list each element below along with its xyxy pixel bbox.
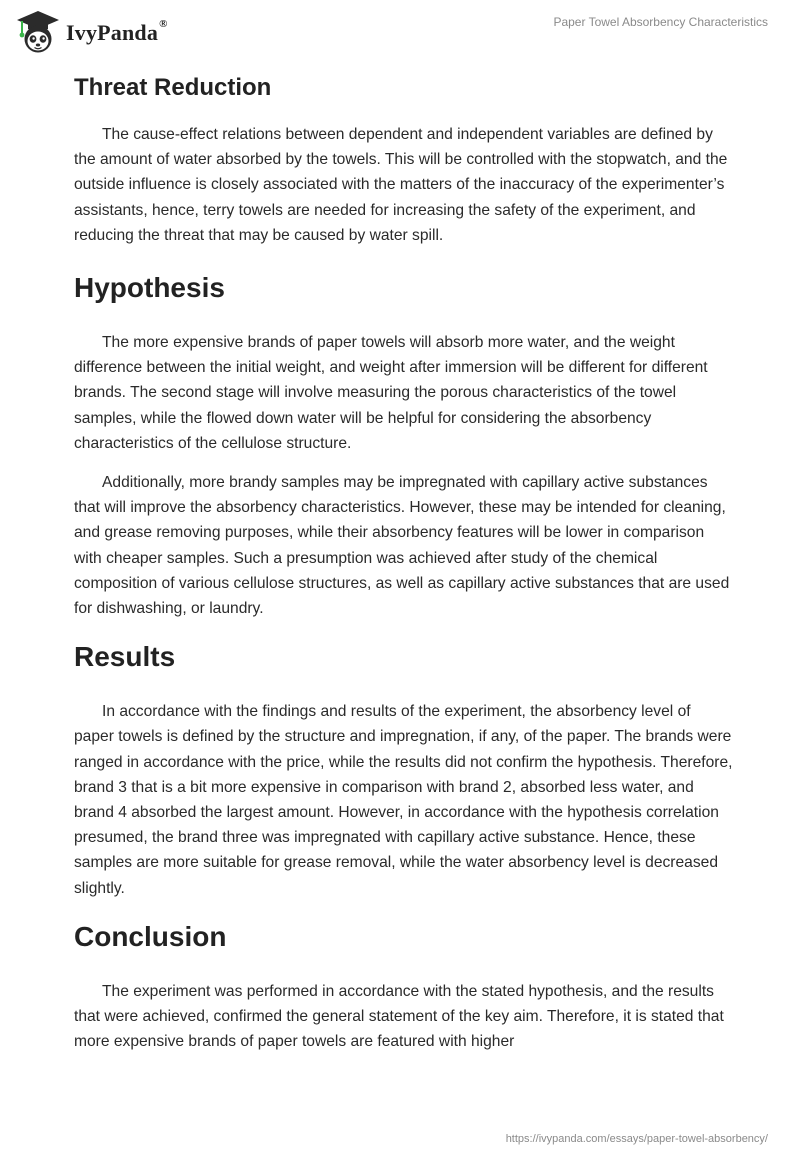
paragraph-hypothesis-2: Additionally, more brandy samples may be impregnated with capillary active substances that will improve the absorbency characteristics. However, these may be intended for cleaning, and grease removing purposes, while their absorbency features will be lower in comparison with cheaper samples. Such a presumption was achieved after study of the chemical composition of various cellulose structures, as well as capillary active substances that are used for dishwashing, or laundry.	[74, 474, 730, 618]
brand-name: IvyPanda®	[66, 18, 168, 45]
heading-results: Results	[74, 641, 176, 673]
page-header	[0, 0, 800, 70]
document-title: Paper Towel Absorbency Characteristics	[553, 15, 768, 29]
source-url[interactable]: https://ivypanda.com/essays/paper-towel-absorbency/	[505, 1133, 768, 1145]
panda-graduate-icon	[16, 9, 60, 55]
registered-mark: ®	[159, 18, 168, 30]
heading-hypothesis: Hypothesis	[74, 272, 225, 304]
paragraph-results: In accordance with the findings and results of the experiment, the absorbency level of paper towels is defined by the structure and impregnation, if any, of the paper. The brands were ranged in accordance with the price, while the results did not confirm the hypothesis. Therefore, brand 3 that is a bit more expensive in comparison with brand 2, absorbed less water, and brand 4 absorbed the largest amount. However, in accordance with the hypothesis correlation presumed, the brand three was impregnated with capillary active substance. Hence, these samples are more suitable for grease removal, while the water absorbency level is decreased slightly.	[74, 703, 733, 897]
paragraph-threat-reduction: The cause-effect relations between dependent and independent variables are defined by the amount of water absorbed by the towels. This will be controlled with the stopwatch, and the outside influence is closely associated with the matters of the inaccuracy of the experimenter’s assistants, hence, terry towels are needed for increasing the safety of the experiment, and reducing the threat that may be caused by water spill.	[74, 126, 728, 244]
heading-conclusion: Conclusion	[74, 920, 227, 952]
paragraph-conclusion: The experiment was performed in accordance with the stated hypothesis, and the results that were achieved, confirmed the general statement of the key aim. Therefore, it is stated that more expensive brands of paper towels are featured with higher	[74, 982, 724, 1051]
paragraph-hypothesis-1: The more expensive brands of paper towels will absorb more water, and the weight difference between the initial weight, and weight after immersion will be different for different brands. The second stage will involve measuring the porous characteristics of the towel samples, while the flowed down water will be helpful for considering the absorbency characteristics of the cellulose structure.	[74, 334, 708, 452]
essay-content	[74, 72, 734, 1054]
ivypanda-logo[interactable]	[16, 9, 168, 55]
heading-threat-reduction: Threat Reduction	[74, 74, 272, 101]
